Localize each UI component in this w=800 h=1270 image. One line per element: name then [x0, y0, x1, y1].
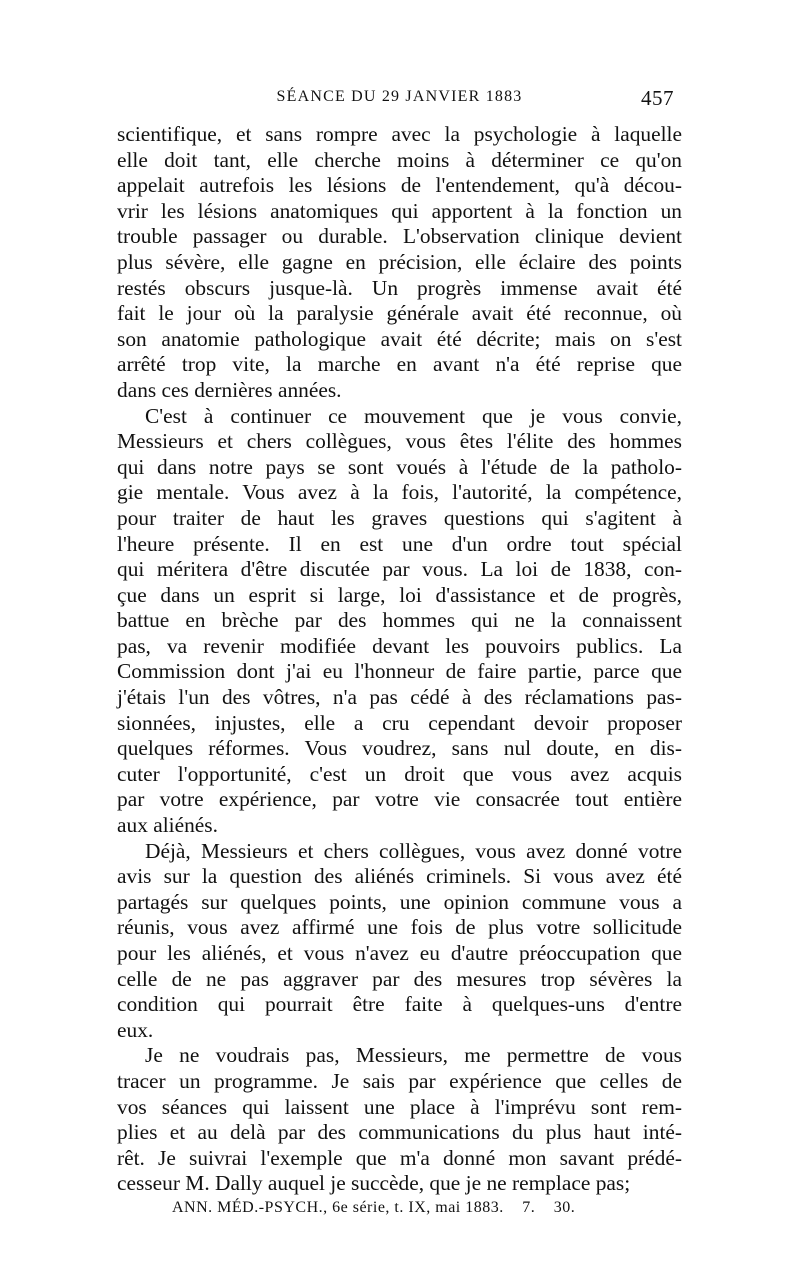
- text-line: son anatomie pathologique avait été décrite; mais on s'est: [117, 326, 682, 351]
- text-line: j'étais l'un des vôtres, n'a pas cédé à des réclamations pas-: [117, 685, 682, 710]
- text-line: Messieurs et chers collègues, vous êtes l'élite des hommes: [117, 429, 682, 454]
- text-line: trouble passager ou durable. L'observation clinique devient: [117, 224, 682, 249]
- text-line: tracer un programme. Je sais par expérience que celles de: [117, 1068, 682, 1093]
- text-line: sionnées, injustes, elle a cru cependant devoir proposer: [117, 710, 682, 735]
- text-line: quelques réformes. Vous voudrez, sans nul doute, en dis-: [117, 736, 682, 761]
- footer-number: 30.: [553, 1198, 576, 1216]
- paragraph: [117, 122, 682, 404]
- footer-volume: 7.: [522, 1198, 536, 1216]
- body-text: [117, 122, 682, 1197]
- text-line: cesseur M. Dally auquel je succède, que je ne remplace pas;: [117, 1171, 631, 1196]
- text-line: battue en brèche par des hommes qui ne la connaissent: [117, 608, 682, 633]
- text-line: appelait autrefois les lésions de l'entendement, qu'à décou-: [117, 173, 682, 198]
- text-line: scientifique, et sans rompre avec la psychologie à laquelle: [117, 122, 682, 146]
- page-number: 457: [641, 86, 674, 110]
- text-line: dans ces dernières années.: [117, 377, 342, 402]
- text-line: avis sur la question des aliénés criminels. Si vous avez été: [117, 864, 682, 889]
- text-line: plus sévère, elle gagne en précision, elle éclaire des points: [117, 249, 682, 274]
- text-line: vos séances qui laissent une place à l'imprévu sont rem-: [117, 1094, 682, 1119]
- text-line: rêt. Je suivrai l'exemple que m'a donné mon savant prédé-: [117, 1145, 682, 1170]
- header-title: SÉANCE DU 29 JANVIER 1883: [276, 88, 523, 105]
- running-header: [117, 88, 682, 118]
- text-line: gie mentale. Vous avez à la fois, l'autorité, la compétence,: [117, 480, 682, 505]
- text-line: réunis, vous avez affirmé une fois de plus votre sollicitude: [117, 915, 682, 940]
- paragraph: [117, 404, 682, 839]
- text-line: pas, va revenir modifiée devant les pouvoirs publics. La: [117, 633, 682, 658]
- text-line: restés obscurs jusque-là. Un progrès immense avait été: [117, 275, 682, 300]
- book-page: [117, 88, 682, 1217]
- text-line: condition qui pourrait être faite à quelques-uns d'entre: [117, 992, 682, 1017]
- text-line: vrir les lésions anatomiques qui apportent à la fonction un: [117, 198, 682, 223]
- text-line: qui méritera d'être discutée par vous. La loi de 1838, con-: [117, 557, 682, 582]
- paragraph: [117, 839, 682, 1044]
- text-line: çue dans un esprit si large, loi d'assistance et de progrès,: [117, 582, 682, 607]
- text-line: eux.: [117, 1017, 154, 1042]
- text-line: elle doit tant, elle cherche moins à déterminer ce qu'on: [117, 147, 682, 172]
- paragraph: [117, 1043, 682, 1197]
- page-footer: [117, 1199, 682, 1217]
- text-line: par votre expérience, par votre vie consacrée tout entière: [117, 787, 682, 812]
- footer-journal: ANN. MÉD.-PSYCH., 6e série, t. IX, mai 1883.: [172, 1198, 504, 1216]
- text-line: qui dans notre pays se sont voués à l'étude de la patholo-: [117, 454, 682, 479]
- text-line: fait le jour où la paralysie générale avait été reconnue, où: [117, 301, 682, 326]
- text-line: aux aliénés.: [117, 813, 218, 838]
- text-line: Commission dont j'ai eu l'honneur de faire partie, parce que: [117, 659, 682, 684]
- text-line: l'heure présente. Il en est une d'un ordre tout spécial: [117, 531, 682, 556]
- text-line: arrêté trop vite, la marche en avant n'a été reprise que: [117, 352, 682, 377]
- text-line: pour les aliénés, et vous n'avez eu d'autre préoccupation que: [117, 941, 682, 965]
- text-line: celle de ne pas aggraver par des mesures trop sévères la: [117, 966, 682, 991]
- text-line: Je ne voudrais pas, Messieurs, me permettre de vous: [145, 1043, 682, 1068]
- text-line: Déjà, Messieurs et chers collègues, vous avez donné votre: [145, 838, 682, 863]
- text-line: partagés sur quelques points, une opinion commune vous a: [117, 889, 682, 914]
- text-line: pour traiter de haut les graves questions qui s'agitent à: [117, 505, 682, 530]
- text-line: plies et au delà par des communications du plus haut inté-: [117, 1120, 682, 1145]
- text-line: C'est à continuer ce mouvement que je vous convie,: [145, 403, 682, 428]
- text-line: cuter l'opportunité, c'est un droit que vous avez acquis: [117, 761, 682, 786]
